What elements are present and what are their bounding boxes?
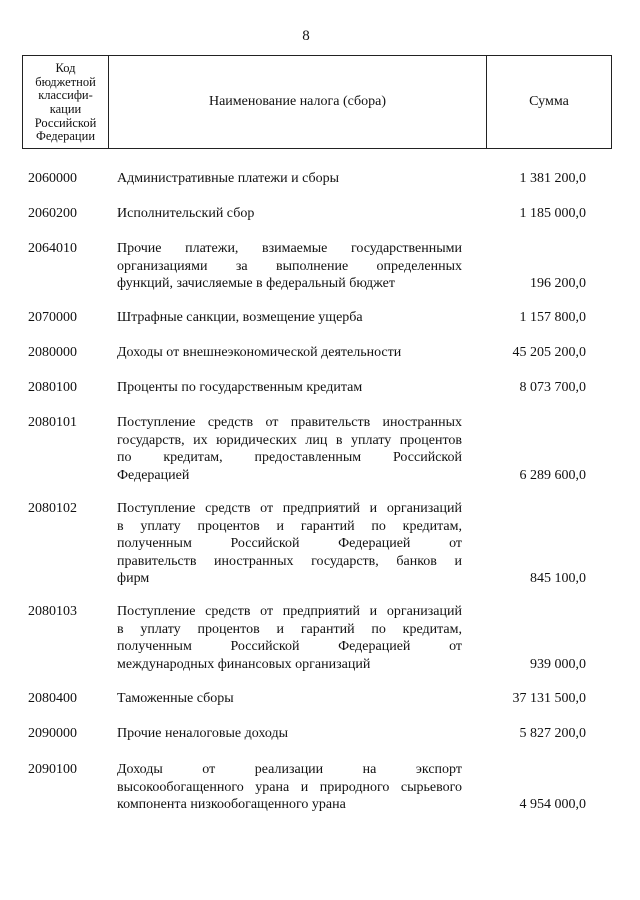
header-code-line: кации	[49, 102, 82, 116]
tax-name	[117, 170, 462, 188]
tax-amount: 845 100,0	[530, 571, 586, 586]
tax-name-line: высокообогащенного урана и природного сырьевого	[117, 779, 462, 795]
tax-name-line: Проценты по государственным кредитам	[117, 380, 363, 395]
header-code-line: Федерации	[35, 129, 96, 144]
header-sum-cell: Сумма	[529, 94, 569, 109]
tax-name-line: компонента низкообогащенного урана	[117, 797, 346, 812]
tax-amount: 8 073 700,0	[519, 380, 586, 395]
header-code-line: Российской	[34, 115, 97, 130]
tax-amount: 1 381 200,0	[519, 171, 586, 186]
tax-amount: 1 185 000,0	[519, 206, 586, 221]
tax-name-line: полученным Российской Федерацией от	[117, 639, 462, 654]
tax-name-line: Штрафные санкции, возмещение ущерба	[117, 310, 363, 325]
header-code-line: Код	[55, 61, 76, 76]
budget-code: 2060200	[28, 206, 77, 221]
tax-name-line: функций, зачисляемые в федеральный бюджет	[117, 276, 396, 291]
header-code-label	[35, 62, 97, 144]
budget-code: 2080000	[28, 345, 77, 360]
tax-name	[117, 725, 462, 743]
header-code-line: бюджетной	[35, 74, 96, 89]
tax-name-line: правительств иностранных государств, банков и	[117, 553, 462, 569]
tax-name-line: в уплату процентов и гарантий по кредитам,	[117, 621, 462, 637]
tax-name-line: Доходы от внешнеэкономической деятельности	[117, 345, 402, 360]
budget-code: 2070000	[28, 310, 77, 325]
tax-name	[117, 240, 462, 293]
tax-name	[117, 761, 462, 814]
tax-name	[117, 309, 462, 327]
tax-name-line: в уплату процентов и гарантий по кредитам,	[117, 518, 462, 534]
tax-name-line: Исполнительский сбор	[117, 206, 255, 221]
budget-code: 2080400	[28, 691, 77, 706]
tax-amount: 6 289 600,0	[519, 467, 586, 483]
tax-name-line: государств, их юридических лиц в уплату процентов	[117, 432, 462, 448]
tax-name	[117, 690, 462, 708]
tax-amount: 45 205 200,0	[512, 345, 586, 360]
tax-name-line: Поступление средств от правительств иностранных	[117, 415, 462, 430]
budget-code: 2090000	[28, 726, 77, 741]
tax-amount: 37 131 500,0	[512, 691, 586, 706]
header-code-line: классифи-	[38, 88, 93, 103]
tax-amount: 4 954 000,0	[519, 797, 586, 812]
tax-name-line: полученным Российской Федерацией от	[117, 536, 462, 551]
tax-name-line: фирм	[117, 571, 150, 586]
tax-name	[117, 205, 462, 223]
tax-name-line: организациями за выполнение определенных	[117, 258, 462, 274]
tax-name-line: Таможенные сборы	[117, 691, 234, 706]
tax-name-line: Прочие платежи, взимаемые государственными	[117, 241, 462, 256]
tax-amount: 939 000,0	[530, 656, 586, 672]
budget-code: 2090100	[28, 762, 77, 777]
tax-name-line: Доходы от реализации на экспорт	[117, 762, 462, 777]
tax-amount: 196 200,0	[530, 276, 586, 291]
header-code-cell	[23, 56, 109, 148]
tax-name-line: по кредитам, предоставленным Российской	[117, 450, 462, 465]
tax-amount: 5 827 200,0	[519, 726, 586, 741]
budget-code: 2064010	[28, 241, 77, 256]
budget-code: 2080100	[28, 380, 77, 395]
tax-name-line: Поступление средств от предприятий и организаций	[117, 604, 462, 619]
budget-code: 2060000	[28, 171, 77, 186]
tax-name-line: Административные платежи и сборы	[117, 171, 339, 186]
tax-name-line: Федерацией	[117, 467, 190, 483]
tax-amount: 1 157 800,0	[519, 310, 586, 325]
table-header	[22, 55, 612, 149]
header-name-cell: Наименование налога (сбора)	[109, 56, 487, 148]
tax-name	[117, 414, 462, 484]
budget-code: 2080101	[28, 415, 77, 430]
budget-code: 2080103	[28, 604, 77, 619]
tax-name	[117, 344, 462, 362]
budget-code: 2080102	[28, 501, 77, 516]
tax-name	[117, 500, 462, 588]
tax-name	[117, 379, 462, 397]
tax-name	[117, 603, 462, 673]
tax-name-line: Прочие неналоговые доходы	[117, 726, 289, 741]
page-number: 8	[302, 28, 310, 44]
tax-name-line: международных финансовых организаций	[117, 656, 371, 672]
tax-name-line: Поступление средств от предприятий и организаций	[117, 501, 462, 516]
